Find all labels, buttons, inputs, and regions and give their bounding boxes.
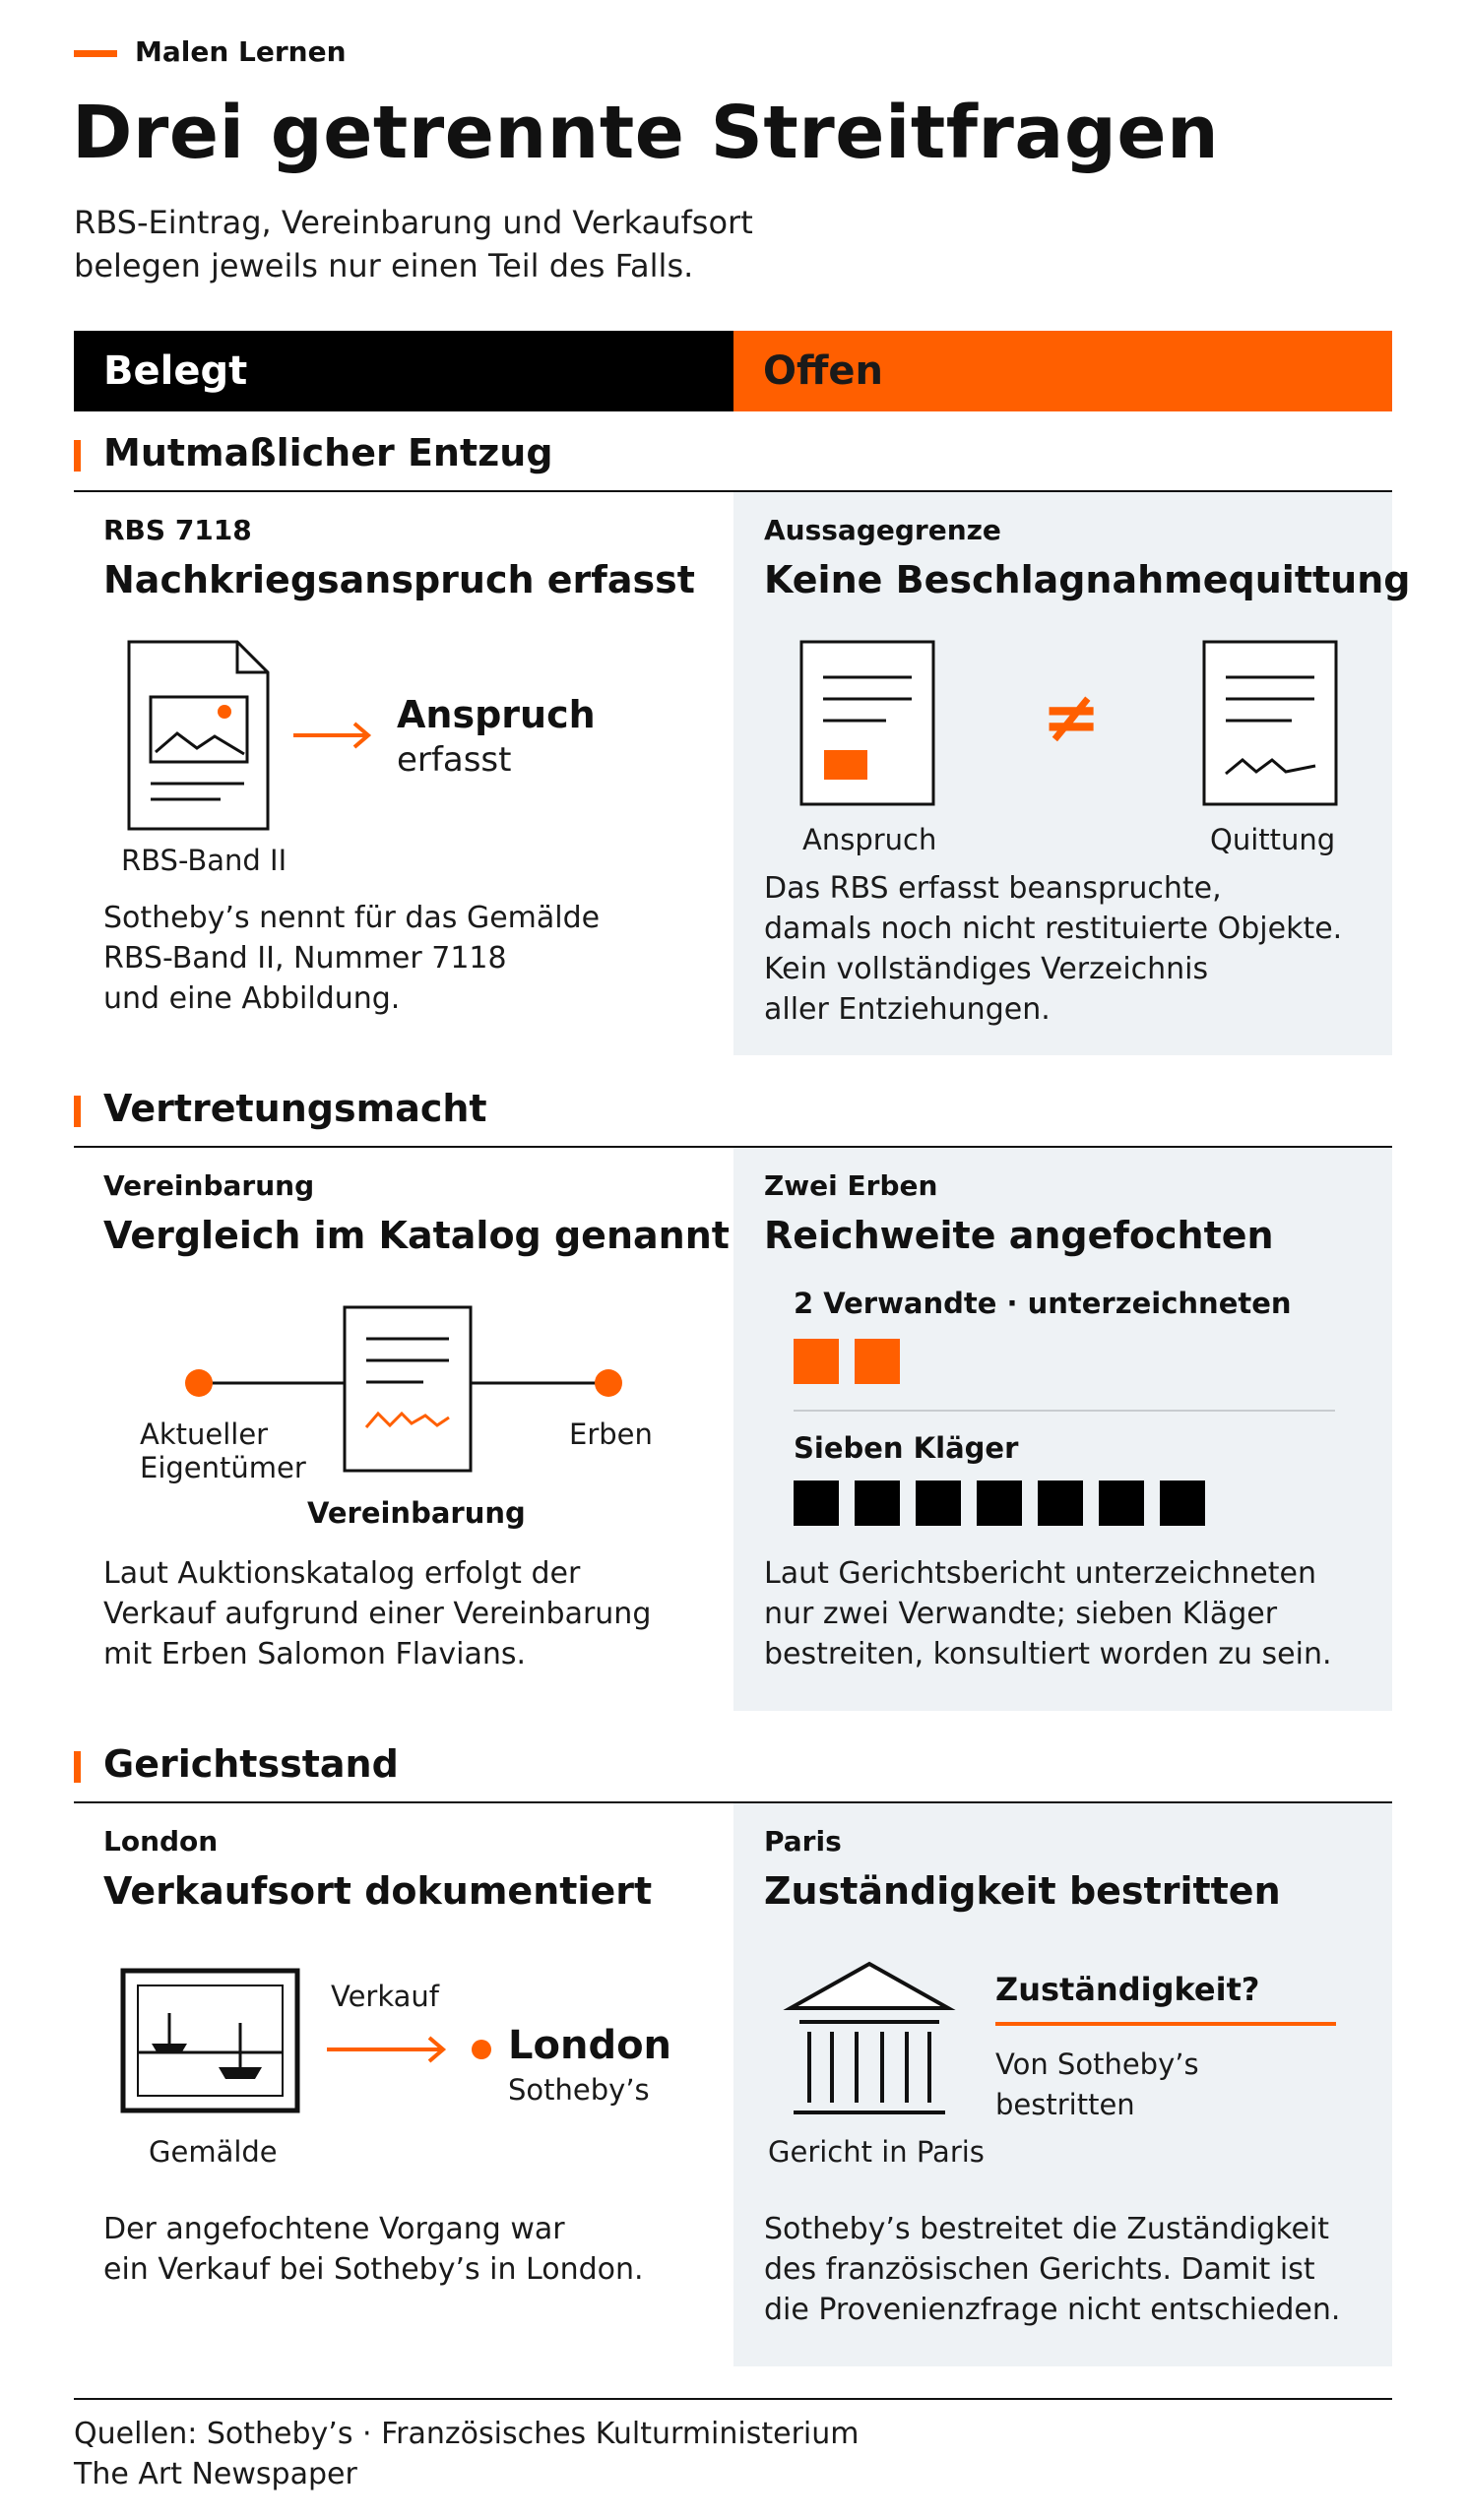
plaintiff-square (794, 1480, 839, 1526)
not-equal-icon: ≠ (1042, 675, 1102, 758)
section-title: Gerichtsstand (103, 1742, 399, 1786)
plaintiff-square (1038, 1480, 1083, 1526)
subtitle: RBS-Eintrag, Vereinbarung und Verkaufsort belegen jeweils nur einen Teil des Falls. (74, 204, 753, 284)
card-label: Aussagegrenze (764, 514, 1001, 546)
group-label-signed: 2 Verwandte · unterzeichneten (794, 1287, 1292, 1320)
plaintiff-square (1099, 1480, 1144, 1526)
card-title: Nachkriegsanspruch erfasst (103, 558, 695, 601)
card-label: London (103, 1825, 219, 1858)
arrow-label: erfasst (397, 740, 512, 780)
node-label-heirs: Erben (569, 1418, 653, 1451)
column-header-belegt: Belegt (74, 331, 733, 411)
painting-caption: Gemälde (149, 2135, 278, 2169)
plaintiff-square (977, 1480, 1022, 1526)
place-sub: Sotheby’s (508, 2073, 650, 2107)
card-label: RBS 7118 (103, 514, 252, 546)
jurisdiction-question: Zuständigkeit? (995, 1971, 1260, 2008)
doc-caption-agreement: Vereinbarung (307, 1496, 526, 1530)
section-marker (74, 440, 81, 472)
doc-caption-receipt: Quittung (1210, 823, 1336, 856)
card-text: Der angefochtene Vorgang war ein Verkauf bei Sotheby’s in London. (103, 2212, 644, 2287)
question-sub: Von Sotheby’s bestritten (995, 2048, 1199, 2121)
footer-rule (74, 2398, 1392, 2400)
kicker: Malen Lernen (135, 35, 347, 68)
card-title: Reichweite angefochten (764, 1214, 1274, 1257)
arrow-label-bold: Anspruch (397, 693, 596, 736)
page-title: Drei getrennte Streitfragen (72, 91, 1220, 175)
kicker-accent-bar (74, 50, 117, 57)
section-title: Mutmaßlicher Entzug (103, 431, 553, 474)
courthouse-icon (0, 0, 1, 1)
card-title: Zuständigkeit bestritten (764, 1869, 1281, 1913)
card-title: Keine Beschlagnahmequittung (764, 558, 1411, 601)
card-text: Laut Auktionskatalog erfolgt der Verkauf aufgrund einer Vereinbarung mit Erben Salomon Flavians. (103, 1556, 652, 1671)
doc-caption-claim: Anspruch (802, 823, 937, 856)
card-label: Vereinbarung (103, 1169, 315, 1202)
card-text: Laut Gerichtsbericht unterzeichneten nur zwei Verwandte; sieben Kläger bestreiten, konsultiert worden zu sein. (764, 1556, 1332, 1671)
signed-relatives-squares (794, 1339, 900, 1384)
column-header-offen: Offen (733, 331, 1392, 411)
group-label-plaintiffs: Sieben Kläger (794, 1431, 1019, 1465)
plaintiff-square (855, 1480, 900, 1526)
sources: Quellen: Sotheby’s · Französisches Kulturministerium The Art Newspaper (74, 2417, 860, 2491)
sale-arrow-label: Verkauf (331, 1980, 439, 2013)
card-text: Sotheby’s bestreitet die Zuständigkeit des französischen Gerichts. Damit ist die Provenienzfrage nicht entschieden. (764, 2212, 1341, 2327)
plaintiffs-squares (794, 1480, 1205, 1526)
group-divider (794, 1410, 1335, 1412)
section-marker (74, 1751, 81, 1783)
card-label: Zwei Erben (764, 1169, 938, 1202)
card-title: Vergleich im Katalog genannt (103, 1214, 730, 1257)
plaintiff-square (916, 1480, 961, 1526)
card-text: Sotheby’s nennt für das Gemälde RBS-Band II, Nummer 7118 und eine Abbildung. (103, 901, 601, 1016)
court-caption: Gericht in Paris (768, 2135, 985, 2169)
section-marker (74, 1096, 81, 1127)
card-text: Das RBS erfasst beanspruchte, damals noch nicht restituierte Objekte. Kein vollständiges Verzeichnis aller Entziehungen. (764, 871, 1343, 1027)
question-underline (995, 2022, 1336, 2026)
card-label: Paris (764, 1825, 842, 1858)
section-title: Vertretungsmacht (103, 1087, 487, 1130)
relative-square (855, 1339, 900, 1384)
plaintiff-square (1160, 1480, 1205, 1526)
place-name: London (508, 2023, 672, 2068)
icon-caption: RBS-Band II (121, 844, 287, 877)
relative-square (794, 1339, 839, 1384)
card-title: Verkaufsort dokumentiert (103, 1869, 653, 1913)
node-label-owner: Aktueller Eigentümer (140, 1418, 306, 1484)
